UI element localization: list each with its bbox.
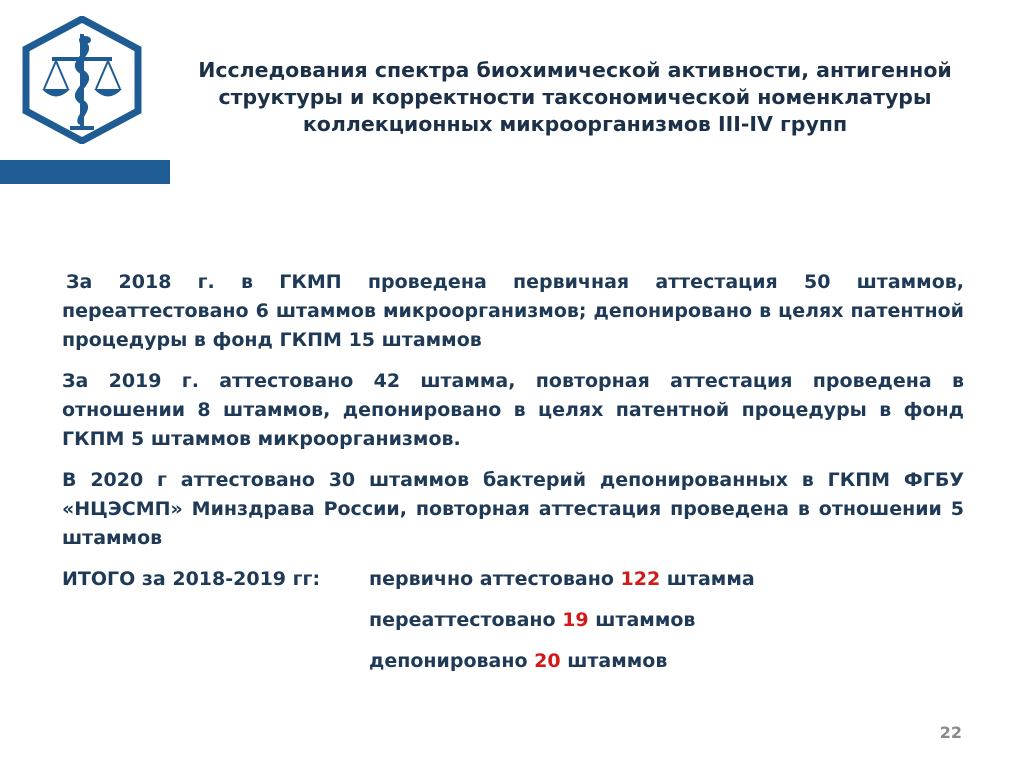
slide-body: [62, 268, 964, 688]
total-prefix: депонировано: [369, 650, 535, 672]
totals-row: [62, 647, 964, 688]
caduceus-scales-hexagon-icon: [22, 16, 142, 144]
paragraph-2018: За 2018 г. в ГКМП проведена первичная аттестация 50 штаммов, переаттестовано 6 штаммов микроорганизмов; депонировано в целях патентной процедуры в фонд ГКПМ 15 штаммов: [62, 271, 964, 351]
title-line-2: структуры и корректности таксономической номенклатуры: [218, 85, 932, 109]
page-number: 22: [939, 723, 962, 742]
paragraph-2019: За 2019 г. аттестовано 42 штамма, повторная аттестация проведена в отношении 8 штаммов, депонировано в целях патентной процедуры в фонд ГКПМ 5 штаммов микроорганизмов.: [62, 370, 964, 450]
total-number: 20: [534, 650, 561, 672]
total-suffix: штаммов: [588, 609, 696, 631]
total-recertified: [369, 606, 964, 635]
title-line-1: Исследования спектра биохимической активности, антигенной: [198, 58, 952, 82]
total-number: 19: [562, 609, 589, 631]
totals-label: ИТОГО за 2018-2019 гг:: [62, 568, 321, 590]
total-suffix: штаммов: [560, 650, 668, 672]
total-number: 122: [620, 568, 661, 590]
total-prefix: переаттестовано: [369, 609, 563, 631]
accent-bar: [0, 160, 170, 184]
totals-block: [62, 565, 964, 688]
total-primary-certified: [369, 565, 964, 594]
total-deposited: [369, 647, 964, 676]
totals-row: [62, 565, 964, 606]
title-line-3: коллекционных микроорганизмов III-IV групп: [302, 112, 848, 136]
total-prefix: первично аттестовано: [369, 568, 621, 590]
total-suffix: штамма: [660, 568, 755, 590]
logo: [22, 16, 142, 144]
totals-row: [62, 606, 964, 647]
slide-title: [180, 57, 970, 138]
paragraph-2020: В 2020 г аттестовано 30 штаммов бактерий депонированных в ГКПМ ФГБУ «НЦЭСМП» Минздрава России, повторная аттестация проведена в отношении 5 штаммов: [62, 469, 964, 549]
